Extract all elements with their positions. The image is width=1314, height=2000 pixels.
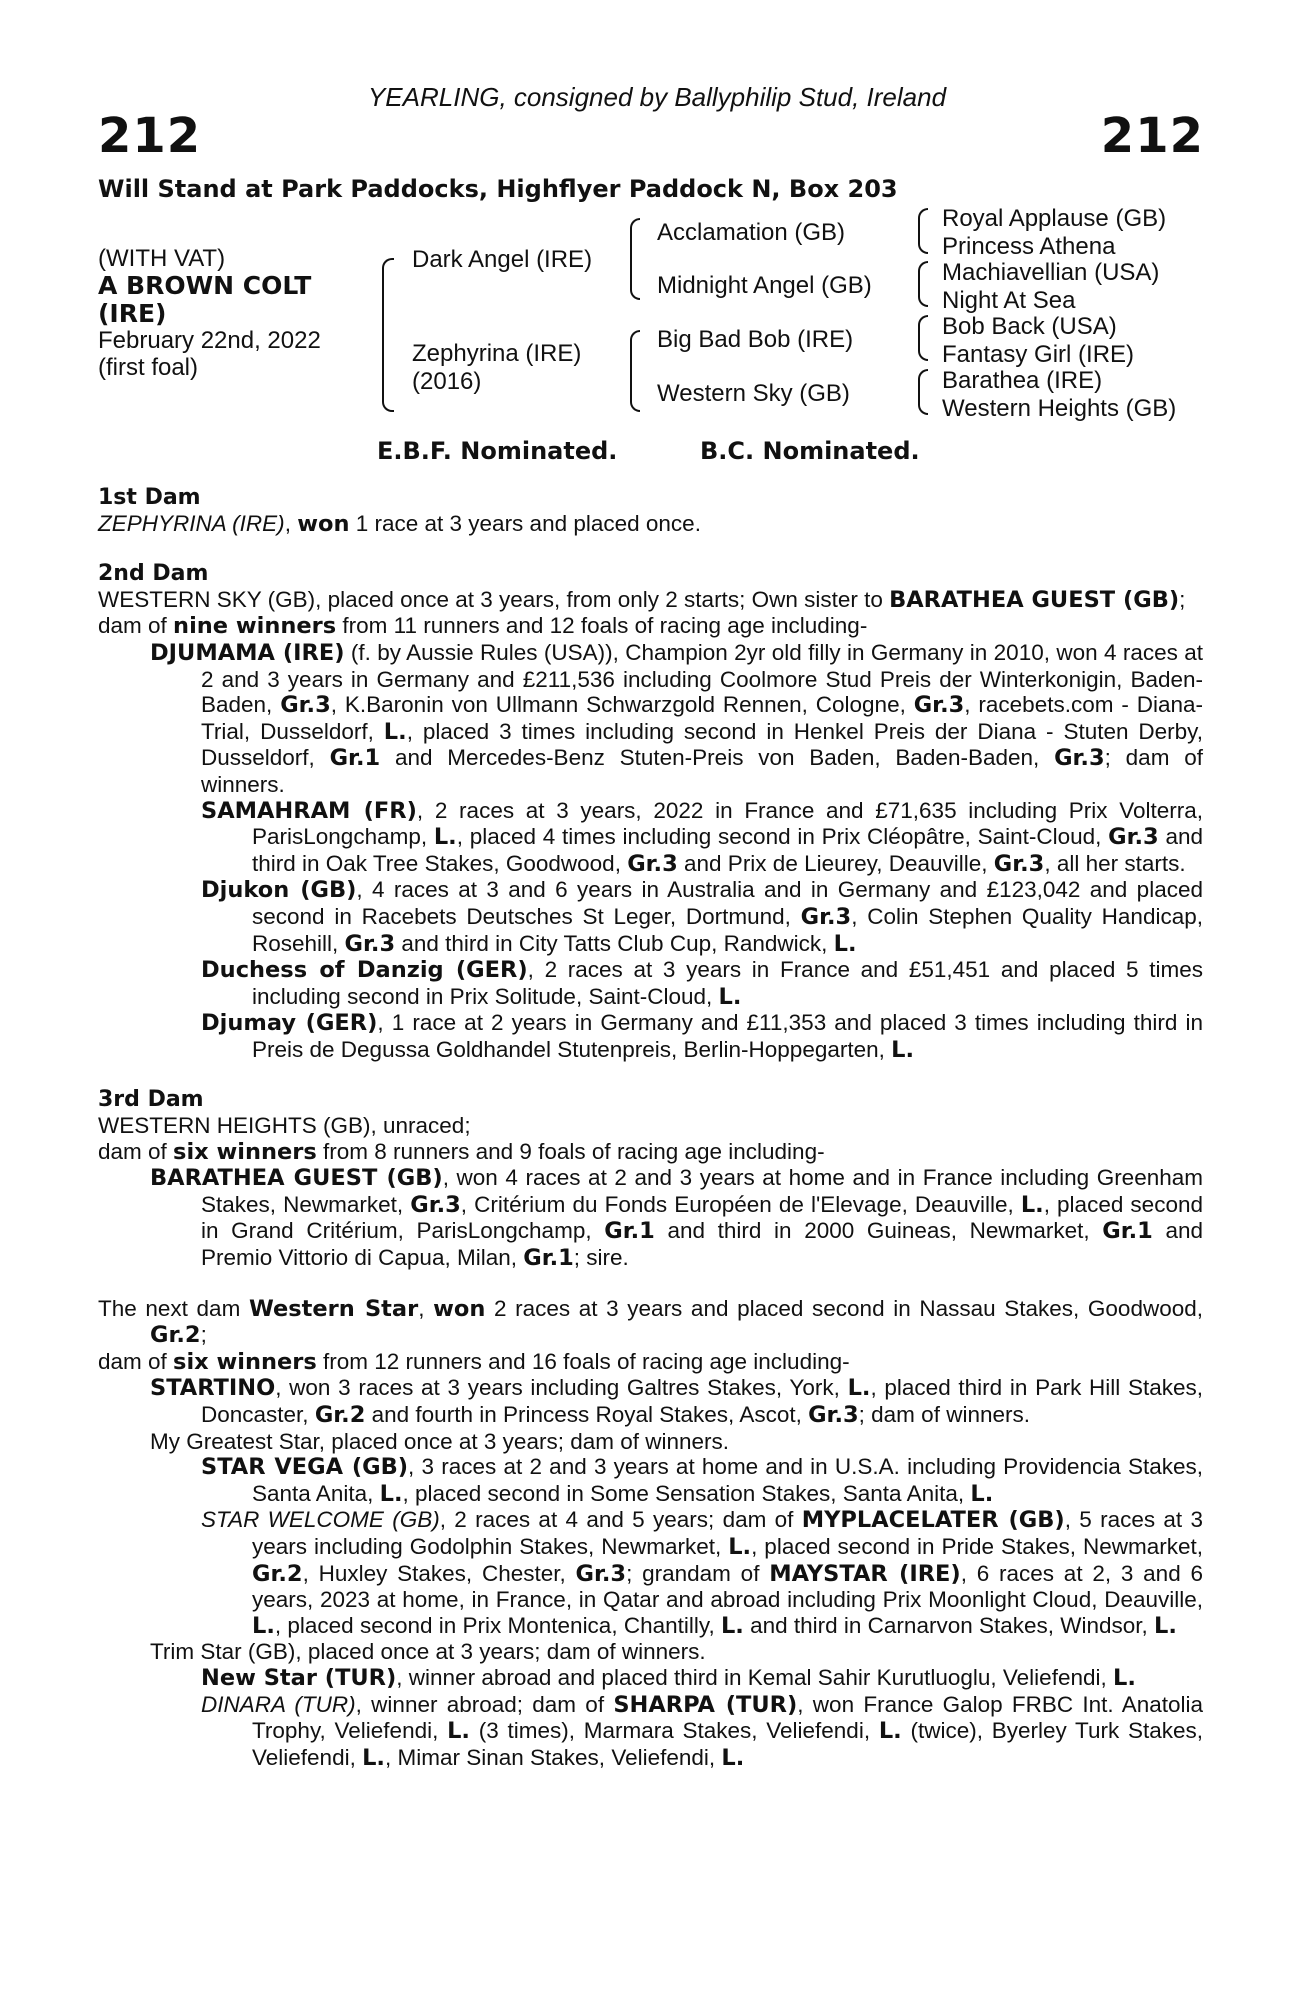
t: and third in 2000 Guineas, Newmarket, bbox=[654, 1218, 1103, 1244]
t: Gr.3 bbox=[1108, 824, 1159, 851]
t: The next dam bbox=[98, 1295, 249, 1321]
horse-name: A BROWN COLT bbox=[98, 271, 312, 300]
t: , won France Galop FRBC Int. Anatolia Trophy, Veliefendi, bbox=[252, 1691, 1204, 1744]
first-dam-heading: 1st Dam bbox=[98, 485, 201, 510]
t: Gr.1 bbox=[329, 745, 381, 772]
t: Gr.3 bbox=[575, 1560, 627, 1587]
vat-note: (WITH VAT) bbox=[98, 245, 226, 272]
t: Gr.1 bbox=[604, 1218, 655, 1245]
t: Gr.3 bbox=[913, 692, 965, 719]
t: BARATHEA GUEST (GB) bbox=[150, 1165, 443, 1192]
sire-name: Dark Angel (IRE) bbox=[412, 246, 593, 273]
t: WESTERN SKY (GB), placed once at 3 years, from only 2 starts; Own sister to bbox=[98, 586, 890, 612]
t: L. bbox=[1154, 1612, 1177, 1639]
t: from 11 runners and 12 foals of racing age including- bbox=[336, 613, 868, 639]
t: DJUMAMA (IRE) bbox=[150, 639, 345, 666]
t: Gr.3 bbox=[808, 1402, 859, 1428]
t: L. bbox=[379, 1480, 403, 1507]
t: from 12 runners and 16 foals of racing age including- bbox=[316, 1348, 850, 1374]
t: ; sire. bbox=[573, 1245, 629, 1271]
entry-star-vega bbox=[98, 1454, 1203, 1507]
t: and third in Oak Tree Stakes, Goodwood, bbox=[252, 824, 1203, 876]
t: Gr.3 bbox=[993, 850, 1045, 877]
ped-sss: Royal Applause (GB) bbox=[942, 205, 1167, 232]
t: , placed 3 times including second in Henkel Preis der Diana - Stuten Derby, Dusseldorf, bbox=[201, 718, 1204, 771]
t: , placed second in Grand Critérium, ParisLongchamp, bbox=[201, 1191, 1203, 1244]
t: L. bbox=[718, 983, 742, 1010]
entry-djumay bbox=[98, 1010, 1203, 1063]
t: L. bbox=[721, 1744, 745, 1771]
t: ; dam of winners. bbox=[201, 745, 1203, 797]
brace-sd bbox=[918, 261, 928, 307]
t: Gr.2 bbox=[314, 1402, 366, 1428]
t: L. bbox=[970, 1480, 994, 1507]
ebf-nomination: E.B.F. Nominated. bbox=[377, 437, 618, 465]
t: dam of bbox=[98, 613, 174, 639]
t: , won 3 races at 3 years including Galtres Stakes, York, bbox=[275, 1375, 848, 1401]
t: L. bbox=[891, 1036, 915, 1063]
t: dam of bbox=[98, 1348, 174, 1374]
t: (f. by Aussie Rules (USA)), Champion 2yr old filly in Germany in 2010, won 4 races at 2 and 3 years in Germany and £211,536 including Coolmore Stud Preis der Winterkonigin, Baden-Baden, bbox=[201, 639, 1203, 718]
entry-star-welcome bbox=[98, 1507, 1203, 1639]
t: , placed second in Pride Stakes, Newmarket, bbox=[751, 1533, 1204, 1559]
t: Gr.3 bbox=[1054, 745, 1105, 772]
t: , Huxley Stakes, Chester, bbox=[302, 1560, 576, 1586]
t: Gr.3 bbox=[344, 930, 396, 957]
brace-ds bbox=[918, 315, 928, 361]
ped-dds: Barathea (IRE) bbox=[942, 367, 1103, 394]
t: STAR VEGA (GB) bbox=[201, 1454, 409, 1481]
dam-dam: Western Sky (GB) bbox=[657, 380, 850, 407]
lot-number-left: 212 bbox=[98, 108, 202, 164]
dam-sire: Big Bad Bob (IRE) bbox=[657, 326, 854, 353]
second-dam-heading: 2nd Dam bbox=[98, 561, 209, 587]
t: L. bbox=[252, 1612, 275, 1639]
t: , Critérium du Fonds Européen de l'Elevage, Deauville, bbox=[460, 1191, 1021, 1217]
next-dam-produce bbox=[98, 1349, 1203, 1376]
lot-number-right: 212 bbox=[1100, 108, 1204, 164]
t: BARATHEA GUEST (GB) bbox=[889, 586, 1180, 613]
t: , 2 races at 4 and 5 years; dam of bbox=[439, 1507, 802, 1533]
sire-brace bbox=[630, 218, 640, 300]
sire-sire: Acclamation (GB) bbox=[657, 219, 846, 246]
t: Gr.1 bbox=[1102, 1218, 1153, 1245]
entry-samahram bbox=[98, 798, 1203, 878]
entry-djukon bbox=[98, 877, 1203, 957]
t: ; dam of winners. bbox=[858, 1402, 1030, 1427]
t: , racebets.com - Diana-Trial, Dusseldorf, bbox=[201, 692, 1203, 744]
ped-ddd: Western Heights (GB) bbox=[942, 395, 1177, 422]
entry-duchess bbox=[98, 957, 1203, 1010]
t: and Mercedes-Benz Stuten-Preis von Baden, Baden-Baden, bbox=[380, 745, 1055, 771]
first-dam-rest: 1 race at 3 years and placed once. bbox=[349, 510, 701, 536]
sire-dam: Midnight Angel (GB) bbox=[657, 272, 872, 299]
t: won bbox=[433, 1295, 486, 1322]
next-dam-line: The next dam Western Star, won 2 races at 3 years and placed second in Nassau Stakes, Goodwood, Gr.2; bbox=[98, 1295, 1203, 1349]
t: Gr.1 bbox=[523, 1245, 574, 1272]
t: MAYSTAR (IRE) bbox=[769, 1560, 961, 1587]
t: Western Star bbox=[248, 1295, 419, 1322]
horse-origin: (IRE) bbox=[98, 299, 167, 328]
entry-djumama bbox=[98, 640, 1203, 798]
third-dam-line: WESTERN HEIGHTS (GB), unraced; bbox=[98, 1113, 471, 1139]
t: nine winners bbox=[173, 613, 337, 640]
first-dam-text: ZEPHYRINA (IRE), won 1 race at 3 years and placed once. bbox=[98, 510, 701, 537]
t: Djumay (GER) bbox=[201, 1010, 378, 1037]
t: , placed third in Park Hill Stakes, Doncaster, bbox=[201, 1375, 1203, 1427]
t: and fourth in Princess Royal Stakes, Ascot, bbox=[365, 1402, 809, 1427]
t: dam of bbox=[98, 1138, 174, 1164]
t: Duchess of Danzig (GER) bbox=[201, 957, 528, 984]
t: SAMAHRAM (FR) bbox=[201, 797, 417, 824]
second-dam-produce bbox=[98, 613, 1203, 640]
t: MYPLACELATER (GB) bbox=[801, 1507, 1065, 1534]
t: L. bbox=[720, 1612, 744, 1639]
t: Gr.3 bbox=[627, 850, 678, 877]
t: , won 4 races at 2 and 3 years at home and in France including Greenham Stakes, Newmarket, bbox=[201, 1165, 1203, 1217]
t: (twice), Byerley Turk Stakes, Veliefendi, bbox=[252, 1718, 1204, 1770]
t: 2 races at 3 years and placed second in Nassau Stakes, Goodwood, bbox=[485, 1295, 1203, 1321]
t: , 2 races at 3 years in France and £51,451 and placed 5 times including second in Prix Solitude, Saint-Cloud, bbox=[252, 957, 1203, 1009]
t: , 2 races at 3 years, 2022 in France and £71,635 including Prix Volterra, ParisLongchamp, bbox=[252, 797, 1203, 850]
t: L. bbox=[847, 1375, 871, 1402]
t: L. bbox=[833, 930, 857, 957]
entry-startino bbox=[98, 1375, 1203, 1428]
t: Gr.3 bbox=[280, 692, 331, 719]
t: and third in Carnarvon Stakes, Windsor, bbox=[743, 1612, 1155, 1638]
t: DINARA (TUR) bbox=[201, 1691, 356, 1717]
dam-brace bbox=[630, 330, 640, 412]
third-dam-heading: 3rd Dam bbox=[98, 1087, 204, 1113]
t: , 6 races at 2, 3 and 6 years, 2023 at home, in France, in Qatar and abroad including Prix Moonlight Cloud, Deauville, bbox=[252, 1560, 1203, 1613]
dam-name-text: ZEPHYRINA (IRE) bbox=[98, 510, 285, 536]
t: Gr.3 bbox=[410, 1191, 461, 1218]
t: and Premio Vittorio di Capua, Milan, bbox=[201, 1218, 1204, 1271]
won-label: won bbox=[297, 510, 350, 537]
t: and third in City Tatts Club Cup, Randwick, bbox=[395, 930, 834, 956]
t: Gr.2 bbox=[252, 1560, 303, 1587]
t: L. bbox=[728, 1533, 752, 1560]
t: , winner abroad; dam of bbox=[355, 1691, 614, 1717]
ped-ssd: Princess Athena bbox=[942, 233, 1116, 260]
catalogue-body bbox=[98, 485, 1203, 1771]
t: STAR WELCOME (GB) bbox=[201, 1507, 440, 1533]
t: , Mimar Sinan Stakes, Veliefendi, bbox=[384, 1744, 722, 1770]
stand-location: Will Stand at Park Paddocks, Highflyer Paddock N, Box 203 bbox=[98, 175, 898, 203]
t: , Colin Stephen Quality Handicap, Rosehill, bbox=[252, 903, 1203, 956]
t: six winners bbox=[173, 1348, 317, 1375]
t: (3 times), Marmara Stakes, Veliefendi, bbox=[469, 1718, 879, 1744]
t: ; bbox=[1179, 586, 1186, 612]
entry-trim-star: Trim Star (GB), placed once at 3 years; dam of winners. bbox=[150, 1639, 706, 1665]
ped-sdd: Night At Sea bbox=[942, 287, 1076, 314]
t: , all her starts. bbox=[1044, 850, 1186, 876]
t: New Star (TUR) bbox=[201, 1664, 397, 1691]
second-dam-line bbox=[98, 587, 1203, 614]
foaled-date: February 22nd, 2022 bbox=[98, 327, 321, 354]
ped-dsd: Fantasy Girl (IRE) bbox=[942, 341, 1135, 368]
t: , placed 4 times including second in Prix Cléopâtre, Saint-Cloud, bbox=[456, 824, 1109, 850]
t: L. bbox=[362, 1744, 385, 1771]
entry-new-star bbox=[98, 1665, 1203, 1692]
t: L. bbox=[433, 824, 457, 851]
ped-dss: Bob Back (USA) bbox=[942, 313, 1117, 340]
t: , 4 races at 3 and 6 years in Australia and in Germany and £123,042 and placed second in Racebets Deutsches St Leger, Dortmund, bbox=[252, 877, 1203, 929]
dam-year: (2016) bbox=[412, 368, 482, 395]
consignor-line: YEARLING, consigned by Ballyphilip Stud, Ireland bbox=[367, 82, 947, 112]
t: ; bbox=[200, 1322, 207, 1348]
t: , 1 race at 2 years in Germany and £11,353 and placed 3 times including third in Preis de Degussa Goldhandel Stutenpreis, Berlin-Hoppegarten, bbox=[252, 1010, 1203, 1062]
t: L. bbox=[1020, 1191, 1044, 1218]
t: L. bbox=[1113, 1664, 1136, 1691]
entry-barathea-guest bbox=[98, 1165, 1203, 1271]
t: , K.Baronin von Ullmann Schwarzgold Rennen, Cologne, bbox=[330, 692, 914, 718]
t: Djukon (GB) bbox=[201, 877, 357, 904]
third-dam-produce bbox=[98, 1139, 1203, 1166]
t: Gr.3 bbox=[800, 903, 852, 930]
t: STARTINO bbox=[150, 1375, 276, 1402]
foal-note: (first foal) bbox=[98, 354, 199, 381]
pedigree-brace-main bbox=[382, 258, 394, 412]
entry-my-greatest-star: My Greatest Star, placed once at 3 years; dam of winners. bbox=[150, 1428, 730, 1454]
t: Gr.2 bbox=[150, 1322, 201, 1349]
t: , winner abroad and placed third in Kemal Sahir Kurutluoglu, Veliefendi, bbox=[396, 1664, 1113, 1690]
t: , 3 races at 2 and 3 years at home and in U.S.A. including Providencia Stakes, Santa Anita, bbox=[252, 1454, 1204, 1506]
t: , 5 races at 3 years including Godolphin Stakes, Newmarket, bbox=[252, 1507, 1203, 1559]
t: SHARPA (TUR) bbox=[613, 1691, 798, 1718]
t: six winners bbox=[173, 1138, 317, 1165]
t: from 8 runners and 9 foals of racing age including- bbox=[316, 1138, 825, 1164]
t: L. bbox=[447, 1718, 470, 1745]
t: , placed second in Some Sensation Stakes, Santa Anita, bbox=[402, 1480, 971, 1506]
bc-nomination: B.C. Nominated. bbox=[700, 437, 920, 465]
dam-name: Zephyrina (IRE) bbox=[412, 340, 582, 367]
brace-ss bbox=[918, 208, 928, 254]
ped-sds: Machiavellian (USA) bbox=[942, 259, 1160, 286]
t: , placed second in Prix Montenica, Chantilly, bbox=[274, 1612, 721, 1638]
t: and Prix de Lieurey, Deauville, bbox=[677, 850, 994, 876]
t: L. bbox=[383, 718, 407, 745]
t: L. bbox=[878, 1718, 902, 1745]
brace-dd bbox=[918, 369, 928, 415]
entry-dinara bbox=[98, 1692, 1203, 1772]
t: ; grandam of bbox=[626, 1560, 770, 1586]
